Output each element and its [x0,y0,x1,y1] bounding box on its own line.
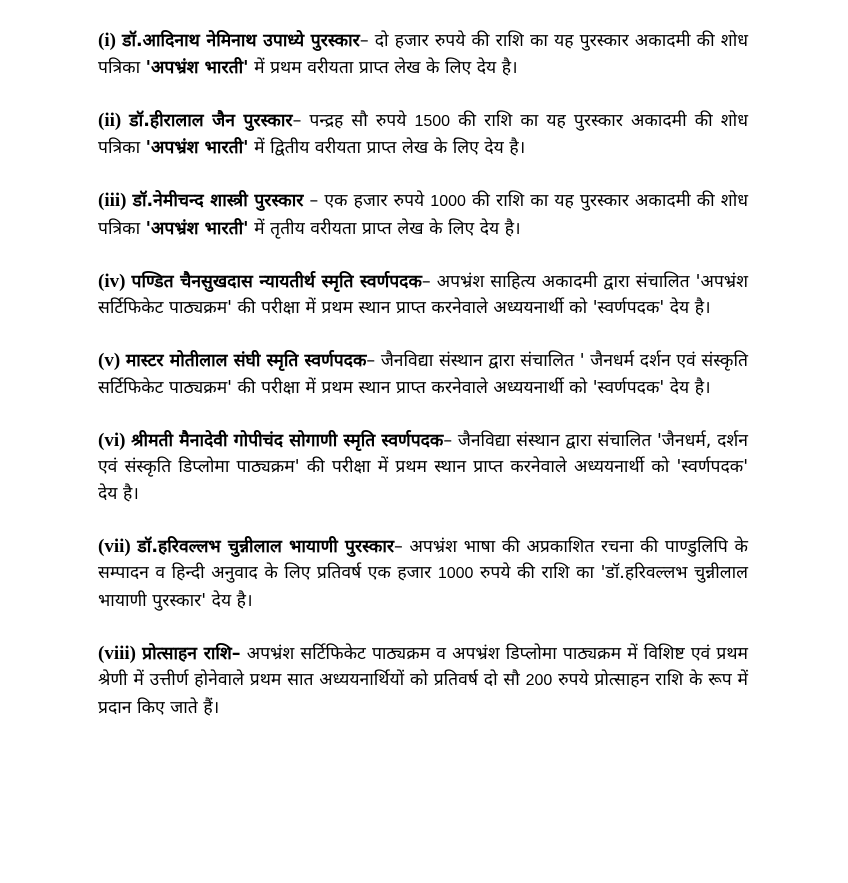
award-text: जैनविद्या संस्थान द्वारा संचालित ' जैनधर्म दर्शन एवं संस्कृति सर्टिफिकेट पाठ्यक्रम' की परीक्षा में प्रथम स्थान प्राप्त करनेवाले अध्ययनार्थी को 'स्वर्णपदक' देय है। [98,351,748,398]
award-title: डॉ.नेमीचन्द शास्त्री पुरस्कार [132,191,304,211]
award-text: रुपये प्रोत्साहन राशि के रूप में प्रदान किए जाते हैं। [98,670,749,718]
award-dash: – [366,351,376,371]
award-dash: – [292,110,302,131]
award-number: (iv) [98,270,126,292]
award-number: (vii) [98,535,131,557]
award-item-1 [98,28,748,81]
award-number: (i) [98,30,116,51]
award-text: अपभ्रंश साहित्य अकादमी द्वारा संचालित 'अपभ्रंश सर्टिफिकेट पाठ्यक्रम' की परीक्षा में प्रथम स्थान प्राप्त करनेवाले अध्ययनार्थी को 'स्वर्णपदक' देय है। [98,271,748,318]
award-amount: 200 [525,672,553,689]
award-item-3 [98,188,748,242]
award-dash: – [303,191,319,211]
award-title: डॉ.हरिवल्लभ चुन्नीलाल भायाणी पुरस्कार [137,536,395,557]
award-text: दो हजार रुपये की राशि का यह पुरस्कार अकादमी की शोध पत्रिका [98,31,748,78]
award-dash: – [443,430,453,451]
award-text: की राशि का यह पुरस्कार अकादमी की शोध पत्रिका [98,110,748,158]
award-item-5 [98,348,748,401]
award-item-7 [98,534,748,615]
award-text: पन्द्रह सौ रुपये [301,110,415,131]
award-number: (vi) [98,429,126,451]
award-item-4 [98,269,748,322]
journal-name: 'अपभ्रंश भारती' [145,218,249,239]
award-amount: 1500 [414,112,451,130]
award-title: श्रीमती मैनादेवी गोपीचंद सोगाणी स्मृति स्वर्णपदक [131,430,444,451]
award-number: (v) [98,350,121,371]
award-text: में तृतीय वरीयता प्राप्त लेख के लिए देय है। [248,218,521,239]
award-number: (iii) [98,190,127,211]
journal-name: 'अपभ्रंश भारती' [145,138,249,158]
award-amount: 1000 [430,193,466,210]
award-text: अपभ्रंश सर्टिफिकेट पाठ्यक्रम व अपभ्रंश डिप्लोमा पाठ्यक्रम में विशिष्ट एवं प्रथम श्रेणी में उत्तीर्ण होनेवाले प्रथम सात अध्ययनार्थियों को प्रतिवर्ष दो सौ [98,643,748,690]
award-text: में द्वितीय वरीयता प्राप्त लेख के लिए देय है। [248,138,526,158]
award-title: प्रोत्साहन राशि– [142,643,241,664]
award-title: डॉ.हीरालाल जैन पुरस्कार [129,110,293,131]
journal-name: 'अपभ्रंश भारती' [145,57,249,78]
award-item-6 [98,428,748,508]
award-title: पण्डित चैनसुखदास न्यायतीर्थ स्मृति स्वर्णपदक [131,271,422,292]
award-text: रुपये की राशि का 'डॉ.हरिवल्लभ चुन्नीलाल भायाणी पुरस्कार' देय है। [98,563,749,611]
award-text: एक हजार रुपये [318,191,431,211]
award-number: (ii) [98,109,122,131]
award-title: मास्टर मोतीलाल संघी स्मृति स्वर्णपदक [125,351,367,371]
award-text: की राशि का यह पुरस्कार अकादमी की शोध पत्रिका [98,191,749,239]
award-text: जैनविद्या संस्थान द्वारा संचालित 'जैनधर्म, दर्शन एवं संस्कृति डिप्लोमा पाठ्यक्रम' की परीक्षा में प्रथम स्थान प्राप्त करनेवाले अध्ययनार्थी को 'स्वर्णपदक' देय है। [98,430,748,504]
award-item-8 [98,641,748,722]
award-item-2 [98,108,748,162]
award-text: अपभ्रंश भाषा की अप्रकाशित रचना की पाण्डुलिपि के सम्पादन व हिन्दी अनुवाद के लिए प्रतिवर्ष एक हजार [98,536,748,583]
award-title: डॉ.आदिनाथ नेमिनाथ उपाध्ये पुरस्कार [122,31,360,51]
award-number: (viii) [98,642,136,664]
award-amount: 1000 [437,565,474,582]
award-dash: – [394,536,403,557]
awards-document [98,28,748,721]
award-dash: – [359,31,369,51]
award-text: में प्रथम वरीयता प्राप्त लेख के लिए देय है। [248,57,518,78]
award-dash: – [421,271,431,292]
